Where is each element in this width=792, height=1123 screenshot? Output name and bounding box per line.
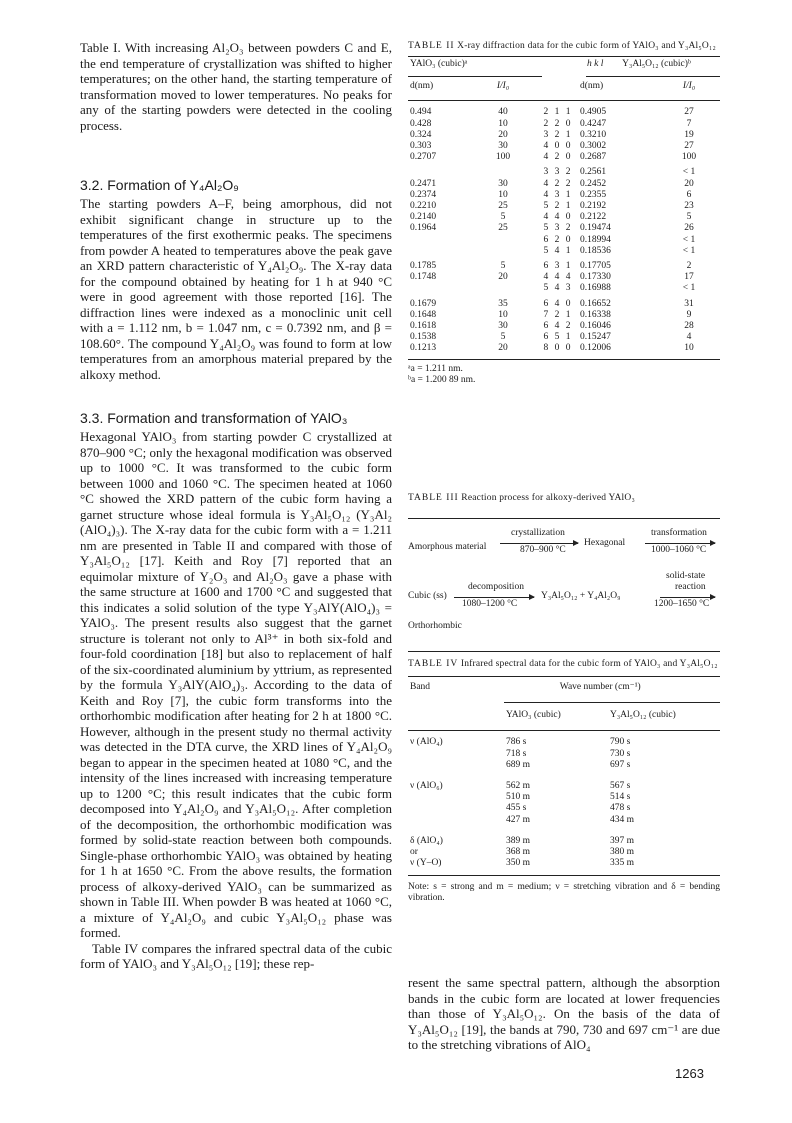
cell-yag: 567 s bbox=[610, 781, 631, 792]
cell-intensity bbox=[468, 246, 538, 257]
cell-intensity2: 7 bbox=[686, 118, 692, 129]
cell-band bbox=[408, 749, 504, 760]
intro-paragraph: Table I. With increasing Al₂O₃ between powders C and E, the end temperature of crystallization was shifted to higher temperatures; on the other hand, the starting temperature of transformation moved to lower temperatures. No peaks for any of the starting powders were detected in the cooling process. bbox=[80, 40, 392, 133]
table-row bbox=[408, 261, 720, 272]
cell-d2: 0.2452 bbox=[580, 178, 607, 189]
section-3-2-title: 3.2. Formation of Y₄Al₂O₉ bbox=[80, 177, 239, 193]
cell-hkl: 4 4 4 bbox=[543, 272, 573, 283]
table-2-caption-text: X-ray diffraction data for the cubic form of YAlO₃ and Y₃Al₅O₁₂ bbox=[457, 41, 716, 51]
cell-d2: 0.2122 bbox=[580, 212, 607, 223]
table-row bbox=[408, 836, 720, 847]
transformation-label: transformation bbox=[651, 528, 707, 538]
cell-intensity2: 20 bbox=[684, 178, 694, 189]
table-row bbox=[408, 283, 720, 294]
cell-yalo3: 389 m bbox=[506, 835, 531, 846]
cell-intensity: 20 bbox=[498, 343, 508, 354]
table-row bbox=[408, 858, 720, 869]
table-4-body bbox=[408, 737, 720, 869]
table-row bbox=[408, 299, 720, 310]
table-row bbox=[408, 847, 720, 858]
cell-intensity2: 5 bbox=[686, 212, 692, 223]
cell-d2: 0.2687 bbox=[580, 152, 607, 163]
cell-intensity2: 17 bbox=[684, 272, 694, 283]
table-row bbox=[408, 321, 720, 332]
cell-yalo3: 368 m bbox=[506, 847, 531, 858]
cell-intensity bbox=[468, 167, 538, 178]
cell-d: 0.1785 bbox=[410, 261, 437, 272]
cell-d2: 0.2192 bbox=[580, 201, 607, 212]
cell-intensity2: 23 bbox=[684, 201, 694, 212]
cell-yag: 335 m bbox=[610, 858, 635, 869]
table-row bbox=[408, 246, 720, 257]
cell-band: or bbox=[410, 847, 418, 858]
cell-band: ν (AlO₄) bbox=[410, 737, 443, 748]
cell-d2: 0.17330 bbox=[580, 272, 611, 283]
cell-d2: 0.2561 bbox=[580, 167, 607, 178]
cell-d: 0.1618 bbox=[410, 321, 437, 332]
cell-intensity bbox=[468, 283, 538, 294]
cell-hkl: 6 4 0 bbox=[543, 298, 573, 309]
cell-intensity: 20 bbox=[498, 129, 508, 140]
table-row bbox=[408, 201, 720, 212]
cell-intensity2: 10 bbox=[684, 343, 694, 354]
spacer-row bbox=[408, 826, 720, 836]
transformation-temp: 1000–1060 °C bbox=[651, 545, 707, 555]
cubic-label: Cubic (ss) bbox=[408, 591, 447, 601]
table-3-caption bbox=[408, 492, 720, 504]
cell-intensity: 25 bbox=[498, 223, 508, 234]
cell-d2: 0.19474 bbox=[580, 223, 611, 234]
cell-intensity: 25 bbox=[498, 201, 508, 212]
cell-intensity: 30 bbox=[498, 321, 508, 332]
table-2-grid bbox=[408, 59, 720, 70]
cell-d2: 0.4247 bbox=[580, 118, 607, 129]
table-3-scheme bbox=[408, 519, 720, 651]
cell-hkl: 3 3 2 bbox=[543, 167, 573, 178]
cell-intensity2: 27 bbox=[684, 107, 694, 118]
table-4-header-yag: Y₃Al₅O₁₂ (cubic) bbox=[610, 710, 676, 721]
cell-d2: 0.12006 bbox=[580, 343, 611, 354]
right-column bbox=[408, 40, 720, 1052]
cell-d: 0.1964 bbox=[410, 223, 437, 234]
cell-intensity2: 26 bbox=[684, 223, 694, 234]
cell-d: 0.1213 bbox=[410, 343, 437, 354]
crystallization-temp: 870–900 °C bbox=[520, 545, 566, 555]
cell-d: 0.1679 bbox=[410, 298, 437, 309]
table-2-footnote-a: ᵃa = 1.211 nm. bbox=[408, 363, 463, 374]
cell-d2: 0.3210 bbox=[580, 129, 607, 140]
cell-d2: 0.18536 bbox=[580, 245, 611, 256]
cell-band: δ (AlO₄) bbox=[410, 835, 443, 846]
cell-hkl: 4 3 1 bbox=[543, 189, 573, 200]
table-2-header-yalo3: YAlO₃ (cubic)ᵃ bbox=[410, 59, 468, 69]
table-2-body bbox=[408, 107, 720, 354]
cell-yalo3: 689 m bbox=[506, 759, 531, 770]
orthorhombic-label: Orthorhombic bbox=[408, 621, 462, 631]
table-2-label: TABLE II bbox=[408, 41, 455, 51]
cell-intensity2: 4 bbox=[686, 332, 692, 343]
cell-yag: 790 s bbox=[610, 737, 631, 748]
cell-hkl: 7 2 1 bbox=[543, 309, 573, 320]
cell-intensity bbox=[468, 235, 538, 246]
cell-hkl: 5 3 2 bbox=[543, 223, 573, 234]
cell-d: 0.1648 bbox=[410, 309, 437, 320]
cell-hkl: 6 5 1 bbox=[543, 332, 573, 343]
cell-d: 0.2707 bbox=[410, 152, 437, 163]
cell-intensity: 5 bbox=[500, 212, 506, 223]
solid-state-label: solid-state bbox=[666, 571, 706, 581]
cell-band bbox=[408, 815, 504, 826]
table-row bbox=[408, 152, 720, 163]
table-2 bbox=[408, 40, 720, 386]
table-3-label: TABLE III bbox=[408, 493, 459, 503]
table-4 bbox=[408, 658, 720, 904]
cell-d2: 0.4905 bbox=[580, 107, 607, 118]
section-3-3-title: 3.3. Formation and transformation of YAlO₃ bbox=[80, 410, 348, 426]
decomposition-label: decomposition bbox=[468, 582, 524, 592]
table-row bbox=[408, 190, 720, 201]
cell-yalo3: 718 s bbox=[506, 748, 527, 759]
table-row bbox=[408, 235, 720, 246]
cell-d bbox=[408, 235, 468, 246]
cell-intensity: 10 bbox=[498, 118, 508, 129]
table-2-header-d: d(nm) bbox=[410, 81, 434, 92]
cell-intensity: 40 bbox=[498, 107, 508, 118]
cell-yalo3: 562 m bbox=[506, 781, 531, 792]
table-4-note: Note: s = strong and m = medium; ν = stretching vibration and δ = bending vibration. bbox=[408, 882, 720, 904]
table-row bbox=[408, 815, 720, 826]
cell-yag: 478 s bbox=[610, 803, 631, 814]
cell-intensity2: < 1 bbox=[682, 245, 696, 256]
table-row bbox=[408, 737, 720, 748]
table-row bbox=[408, 272, 720, 283]
table-row bbox=[408, 760, 720, 771]
table-2-caption bbox=[408, 40, 720, 52]
cell-intensity: 30 bbox=[498, 178, 508, 189]
cell-d: 0.2471 bbox=[410, 178, 437, 189]
cell-intensity: 35 bbox=[498, 298, 508, 309]
cell-hkl: 6 4 2 bbox=[543, 321, 573, 332]
table-row bbox=[408, 749, 720, 760]
cell-yag: 397 m bbox=[610, 835, 635, 846]
spacer-row bbox=[408, 771, 720, 781]
cell-yag: 514 s bbox=[610, 792, 631, 803]
cell-d2: 0.16988 bbox=[580, 283, 611, 294]
cell-hkl: 5 4 1 bbox=[543, 245, 573, 256]
cell-d bbox=[408, 167, 468, 178]
cell-d2: 0.16652 bbox=[580, 298, 611, 309]
table-row bbox=[408, 107, 720, 118]
section-3-3-text: Hexagonal YAlO₃ from starting powder C crystallized at 870–900 °C; only the hexagonal modification was observed up to 1000 °C. It was transformed to the cubic form between 1000 and 1060 °C. The specimen heated at 1060 °C showed the XRD pattern of the cubic form having a garnet structure whose ideal formula is Y₃Al₅O₁₂ (Y₃Al₂ (AlO₄)₃). The X-ray data for the cubic form with a = 1.211 nm are presented in Table II and compared with those of Y₃Al₅O₁₂ [17]. Keith and Roy [7] reported that an equimolar mixture of Y₂O₃ and Al₂O₃ gave a phase with the same structure at 1600 and 1700 °C and suggested that this indicates a solid solution of the type Y₃AlY(AlO₄)₃ = YAlO₃. The present results also suggest that the garnet structure is tolerant not only to Al³⁺ in both six-fold and four-fold coordination [18] but also to replacement of half of the six-coordinated aluminium by yttrium, as represented by the formula Y₃AlY(AlO₄)₃. According to the data of Keith and Roy [7], the cubic form transforms into the orthorhombic modification after heating for 2 h at 1800 °C. However, although in the present study no thermal activity was detected in the DTA curve, the XRD lines of Y₄Al₂O₉ began to appear in the specimen heated at 1080 °C, and the intensity of the lines increased with increasing temperature up to 1200 °C; this result indicates that the cubic form decomposed into Y₄Al₂O₉ and Y₃Al₅O₁₂. After completion of the decomposition, the orthorhombic modification was formed by solid-state reaction between both compounds. Single-phase orthorhombic YAlO₃ was obtained by heating for 1 h at 1650 °C. From the above results, the formation process of alkoxy-derived YAlO₃ can be summarized as shown in Table III. When powder B was heated at 1060 °C, a mixture of Y₄Al₂O₉ and cubic Y₃Al₅O₁₂ phase was formed. bbox=[80, 429, 392, 940]
hexagonal-label: Hexagonal bbox=[584, 538, 626, 548]
cell-yag: 434 m bbox=[610, 814, 635, 825]
cell-hkl: 2 1 1 bbox=[543, 107, 573, 118]
cell-hkl: 6 2 0 bbox=[543, 234, 573, 245]
arrow-crystallization bbox=[500, 543, 578, 544]
table-2-header-hkl: h k l bbox=[587, 59, 604, 69]
table-row bbox=[408, 343, 720, 354]
cell-intensity2: < 1 bbox=[682, 234, 696, 245]
cell-d: 0.494 bbox=[410, 107, 432, 118]
cell-d: 0.303 bbox=[410, 141, 432, 152]
table-row bbox=[408, 781, 720, 792]
cell-intensity2: 6 bbox=[686, 189, 692, 200]
cell-hkl: 8 0 0 bbox=[543, 343, 573, 354]
section-3-2-text: The starting powders A–F, being amorphous, did not exhibit significant change in structure up to the temperatures of the first exothermic peaks. The specimens from powder A heated to temperatures above the peak gave an XRD pattern characteristic of Y₄Al₂O₉. The X-ray data for the compound obtained by heating for 1 h at 940 °C were in good agreement with those reported [16]. The diffraction lines were indexed as a monoclinic unit cell with a = 1.112 nm, b = 1.047 nm, c = 0.7392 nm, and β = 108.60°. The compound Y₄Al₂O₉ was found to form at low temperatures from an amorphous material prepared by the alkoxy method. bbox=[80, 196, 392, 382]
cell-d: 0.2210 bbox=[410, 201, 437, 212]
cell-yag: 730 s bbox=[610, 748, 631, 759]
cell-intensity: 10 bbox=[498, 189, 508, 200]
cell-intensity: 5 bbox=[500, 332, 506, 343]
page-number: 1263 bbox=[675, 1066, 704, 1081]
cell-intensity2: 31 bbox=[684, 298, 694, 309]
table-4-header-yalo3: YAlO₃ (cubic) bbox=[506, 710, 561, 721]
table-row bbox=[408, 803, 720, 814]
cell-d2: 0.16338 bbox=[580, 309, 611, 320]
cell-hkl: 5 4 3 bbox=[543, 283, 573, 294]
cell-intensity: 100 bbox=[495, 152, 511, 163]
cell-d2: 0.15247 bbox=[580, 332, 611, 343]
cell-intensity2: < 1 bbox=[682, 167, 696, 178]
left-column bbox=[80, 40, 392, 972]
right-column-paragraph: resent the same spectral pattern, although the absorption bands in the cubic form are located at lower frequencies than those of Y₃Al₅O₁₂. On the basis of the data of Y₃Al₅O₁₂ [19], the bands at 790, 730 and 697 cm⁻¹ are due to the stretching vibrations of AlO₄ bbox=[408, 975, 720, 1052]
cell-intensity2: 9 bbox=[686, 309, 692, 320]
cell-intensity2: 27 bbox=[684, 141, 694, 152]
cell-hkl: 4 4 0 bbox=[543, 212, 573, 223]
cell-intensity: 10 bbox=[498, 309, 508, 320]
products-label: Y₃Al₅O₁₂ + Y₄Al₂O₉ bbox=[541, 591, 621, 601]
crystallization-label: crystallization bbox=[511, 528, 565, 538]
table-row bbox=[408, 792, 720, 803]
cell-intensity: 20 bbox=[498, 272, 508, 283]
cell-yalo3: 427 m bbox=[506, 814, 531, 825]
table-row bbox=[408, 212, 720, 223]
cell-band bbox=[408, 803, 504, 814]
cell-yag: 380 m bbox=[610, 847, 635, 858]
table-2-header-intensity2: I/I₀ bbox=[682, 81, 696, 92]
cell-intensity2: 2 bbox=[686, 261, 692, 272]
cell-d2: 0.16046 bbox=[580, 321, 611, 332]
table-4-caption-text: Infrared spectral data for the cubic form of YAlO₃ and Y₃Al₅O₁₂ bbox=[460, 659, 718, 669]
cell-yalo3: 510 m bbox=[506, 792, 531, 803]
cell-yalo3: 786 s bbox=[506, 737, 527, 748]
cell-d: 0.2140 bbox=[410, 212, 437, 223]
cell-d: 0.428 bbox=[410, 118, 432, 129]
table-4-header-wave: Wave number (cm⁻¹) bbox=[559, 682, 641, 692]
table-3-caption-text: Reaction process for alkoxy-derived YAlO₃ bbox=[461, 493, 635, 503]
table-3 bbox=[408, 492, 720, 652]
arrow-transformation bbox=[645, 543, 715, 544]
cell-yalo3: 455 s bbox=[506, 803, 527, 814]
amorphous-label: Amorphous material bbox=[408, 542, 487, 552]
cell-d bbox=[408, 246, 468, 257]
arrow-solid-state bbox=[660, 597, 715, 598]
table-row bbox=[408, 119, 720, 130]
cell-hkl: 6 3 1 bbox=[543, 261, 573, 272]
cell-d: 0.1538 bbox=[410, 332, 437, 343]
table-2-footnote-b: ᵇa = 1.200 89 nm. bbox=[408, 374, 476, 385]
cell-d2: 0.3002 bbox=[580, 141, 607, 152]
cell-hkl: 4 0 0 bbox=[543, 141, 573, 152]
table-row bbox=[408, 130, 720, 141]
arrow-decomposition bbox=[454, 597, 534, 598]
decomposition-temp: 1080–1200 °C bbox=[462, 599, 518, 609]
table-2-header-yag: Y₃Al₅O₁₂ (cubic)ᵇ bbox=[622, 59, 691, 69]
cell-hkl: 5 2 1 bbox=[543, 201, 573, 212]
cell-hkl: 3 2 1 bbox=[543, 129, 573, 140]
cell-band bbox=[408, 760, 504, 771]
table-2-header-d2: d(nm) bbox=[580, 81, 604, 92]
cell-yalo3: 350 m bbox=[506, 858, 531, 869]
reaction-label: reaction bbox=[675, 582, 706, 592]
cell-d: 0.1748 bbox=[410, 272, 437, 283]
cell-band: ν (AlO₆) bbox=[410, 781, 443, 792]
cell-band bbox=[408, 792, 504, 803]
cell-band: ν (Y–O) bbox=[410, 858, 442, 869]
table-2-header-intensity: I/I₀ bbox=[496, 81, 510, 92]
cell-yag: 697 s bbox=[610, 759, 631, 770]
cell-d: 0.324 bbox=[410, 129, 432, 140]
cell-intensity2: 28 bbox=[684, 321, 694, 332]
table-4-label: TABLE IV bbox=[408, 659, 459, 669]
table-4-header-band: Band bbox=[410, 682, 431, 692]
cell-intensity: 5 bbox=[500, 261, 506, 272]
cell-hkl: 4 2 2 bbox=[543, 178, 573, 189]
cell-intensity2: 19 bbox=[684, 129, 694, 140]
cell-d2: 0.17705 bbox=[580, 261, 611, 272]
table-4-caption bbox=[408, 658, 720, 670]
cell-intensity2: < 1 bbox=[682, 283, 696, 294]
cell-hkl: 4 2 0 bbox=[543, 152, 573, 163]
cell-hkl: 2 2 0 bbox=[543, 118, 573, 129]
table-row bbox=[408, 310, 720, 321]
cell-d bbox=[408, 283, 468, 294]
cell-d2: 0.18994 bbox=[580, 234, 611, 245]
table-row bbox=[408, 179, 720, 190]
solid-state-temp: 1200–1650 °C bbox=[654, 599, 710, 609]
table-row bbox=[408, 141, 720, 152]
cell-intensity2: 100 bbox=[681, 152, 697, 163]
cell-d2: 0.2355 bbox=[580, 189, 607, 200]
table-row bbox=[408, 167, 720, 178]
table4-intro-paragraph: Table IV compares the infrared spectral data of the cubic form of YAlO₃ and Y₃Al₅O₁₂ [19]; these rep- bbox=[80, 940, 392, 971]
table-row bbox=[408, 223, 720, 234]
cell-d: 0.2374 bbox=[410, 189, 437, 200]
cell-intensity: 30 bbox=[498, 141, 508, 152]
table-row bbox=[408, 332, 720, 343]
